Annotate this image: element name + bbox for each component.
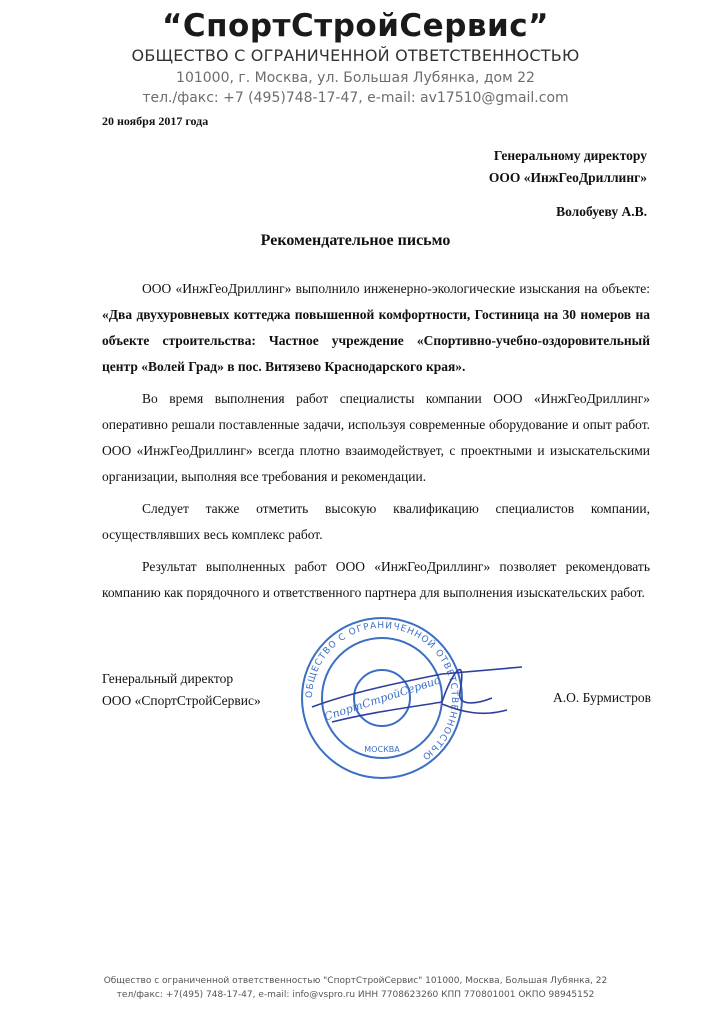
signer-company: ООО «СпортСтройСервис» (102, 693, 261, 708)
stamp-city: МОСКВА (364, 745, 400, 754)
company-type: ОБЩЕСТВО С ОГРАНИЧЕННОЙ ОТВЕТСТВЕННОСТЬЮ (131, 46, 580, 65)
letterhead (0, 8, 711, 108)
addressee-position: Генеральному директору (493, 148, 647, 163)
paragraph-1 (102, 276, 650, 380)
letter-title: Рекомендательное письмо (260, 232, 451, 249)
footer-line-2: тел/факс: +7(495) 748-17-47, e-mail: info@vspro.ru ИНН 7708623260 КПП 770801001 ОКПО 98945152 (116, 990, 595, 1000)
signer-position: Генеральный директор (102, 671, 234, 686)
company-contacts: тел./факс: +7 (495)748-17-47, e-mail: av17510@gmail.com (142, 90, 569, 106)
letter-date: 20 ноября 2017 года (102, 114, 209, 128)
company-stamp (292, 612, 542, 782)
company-name: “СпортСтройСервис” (162, 8, 549, 44)
paragraph-1-object: «Два двухуровневых коттеджа повышенной комфортности, Гостиница на 30 номеров на объекте строительства: Частное учреждение «Спортивно-учебно-оздоровительный центр «Волей Град» в пос. Витязево Краснодарского края». (102, 307, 650, 374)
footer-line-1: Общество с ограниченной ответственностью "СпортСтройСервис" 101000, Москва, Большая Лубянка, 22 (103, 976, 608, 986)
company-address: 101000, г. Москва, ул. Большая Лубянка, дом 22 (176, 70, 535, 86)
paragraph-4: Результат выполненных работ ООО «ИнжГеоДриллинг» позволяет рекомендовать компанию как порядочного и ответственного партнера для выполнения изыскательских работ. (102, 559, 650, 600)
paragraph-3: Следует также отметить высокую квалификацию специалистов компании, осуществлявших весь комплекс работ. (102, 501, 650, 542)
paragraph-1-lead: ООО «ИнжГеоДриллинг» выполнило инженерно-экологические изыскания на объекте: (142, 281, 650, 296)
addressee-name: Волобуеву А.В. (556, 204, 647, 219)
stamp-center-text: СпортСтройСервис (322, 673, 442, 724)
stamp-ring-text: ОБЩЕСТВО С ОГРАНИЧЕННОЙ ОТВЕТСТВЕННОСТЬЮ (304, 620, 460, 762)
signature-block (102, 668, 261, 712)
paragraph-2: Во время выполнения работ специалисты компании ООО «ИнжГеоДриллинг» оперативно решали поставленные задачи, используя современные оборудование и опыт работ. ООО «ИнжГеоДриллинг» всегда плотно взаимодействует, с проектными и изыскательскими организации, выполняя все требования и рекомендации. (102, 391, 650, 484)
addressee-block (489, 145, 647, 223)
letter-footer (0, 974, 711, 1002)
signer-name: А.О. Бурмистров (552, 690, 651, 705)
letter-body (102, 276, 650, 606)
addressee-company: ООО «ИнжГеоДриллинг» (488, 170, 647, 185)
